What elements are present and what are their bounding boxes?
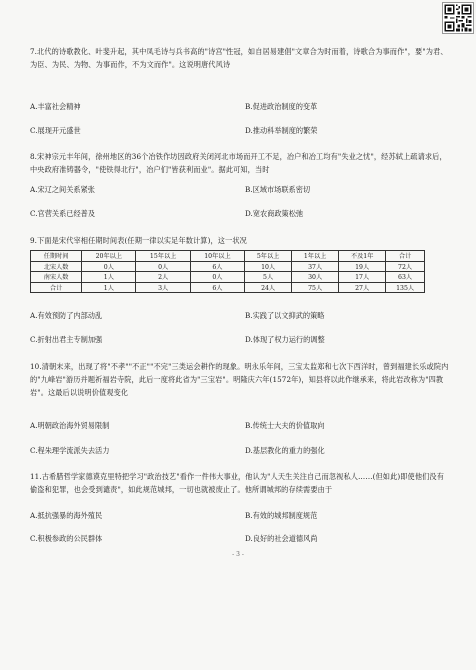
question-11-stem: 11.古希腊哲学家德谟克里特把学习"政治技艺"看作一件伟大事业，他认为"人天生关注自己而忽视私人……(但如此)即使他们没有偷盗和犯罪，也会受到谴责"，如此规范城邦，一切也就被废止了。他所谓城邦的存续需要由于 bbox=[30, 472, 444, 494]
table-cell: 0人 bbox=[136, 261, 190, 272]
table-header-cell: 15年以上 bbox=[136, 251, 190, 262]
question-7-stem: 7.北代的诗歌教化、叶斐升起，其中凤毛诗与兵书高的"诗宫"性冠，如自居易建倡"文章合为时而着，诗歌合为事而作"，要"为君、为臣、为民、为物、为事而作，不为文而作"。这说明唐代风诗 bbox=[30, 47, 448, 69]
tenure-table bbox=[30, 250, 425, 293]
q8-option-d: D.宽农商政策松弛 bbox=[245, 209, 304, 218]
q11-option-b: B.有效的城邦制度规范 bbox=[245, 511, 318, 520]
q11-option-d: D.良好的社会道德风尚 bbox=[245, 534, 318, 543]
table-cell: 75人 bbox=[292, 282, 339, 293]
q10-option-b: B.传统士大夫的价值取向 bbox=[245, 421, 325, 430]
table-cell: 19人 bbox=[339, 261, 386, 272]
q7-option-b: B.促进政治制度的变革 bbox=[245, 102, 318, 111]
q11-option-a: A.抵抗强暴的海外殖民 bbox=[30, 511, 103, 520]
table-cell: 2人 bbox=[136, 272, 190, 283]
table-row bbox=[31, 272, 425, 283]
table-header-cell: 不及1年 bbox=[339, 251, 386, 262]
table-cell: 72人 bbox=[386, 261, 425, 272]
table-cell: 63人 bbox=[386, 272, 425, 283]
table-cell: 合计 bbox=[31, 282, 82, 293]
table-cell: 30人 bbox=[292, 272, 339, 283]
table-cell: 27人 bbox=[339, 282, 386, 293]
table-cell: 1人 bbox=[82, 272, 136, 283]
table-cell: 3人 bbox=[136, 282, 190, 293]
table-row bbox=[31, 261, 425, 272]
table-cell: 1人 bbox=[82, 282, 136, 293]
question-8-stem: 8.宋神宗元丰年间，徐州地区的36个冶铁作坊因政府关闭河北市场而开工不足，冶户和冶工均有"失业之忧"，经苏轼上疏请求后，中央政府准铸器令，"使铁得北行"，冶户们"皆获利而业"。据此可知，当时 bbox=[30, 152, 447, 174]
table-header-cell: 20年以上 bbox=[82, 251, 136, 262]
q10-option-d: D.基层教化的重力的强化 bbox=[245, 446, 325, 455]
table-cell: 北宋人数 bbox=[31, 261, 82, 272]
table-header-cell: 10年以上 bbox=[190, 251, 244, 262]
table-cell: 37人 bbox=[292, 261, 339, 272]
table-cell: 135人 bbox=[386, 282, 425, 293]
q7-option-c: C.展现开元盛世 bbox=[30, 126, 81, 135]
table-cell: 5人 bbox=[245, 272, 292, 283]
question-9-stem: 9.下面是宋代宰相任期时间表(任期一律以实足年数计算)，这一状况 bbox=[30, 236, 247, 245]
table-header-cell: 5年以上 bbox=[245, 251, 292, 262]
table-cell: 0人 bbox=[82, 261, 136, 272]
table-header-cell: 任期时间 bbox=[31, 251, 82, 262]
table-header-cell: 1年以上 bbox=[292, 251, 339, 262]
table-cell: 南宋人数 bbox=[31, 272, 82, 283]
q9-option-c: C.折射出君主专制加强 bbox=[30, 335, 103, 344]
table-cell: 6人 bbox=[190, 282, 244, 293]
table-cell: 0人 bbox=[190, 272, 244, 283]
q7-option-a: A.丰富社会精神 bbox=[30, 102, 81, 111]
q10-option-c: C.程朱理学流派失去活力 bbox=[30, 446, 110, 455]
question-10-stem: 10.清朝末来，出现了将"不孝""不正""不完"三类运会耕作的现象。明永乐年间，三宝太监郑和七次下西洋时，曾到福建长乐或院内的"九峰岩"游历并题祈福岩寺院，此后一度将此省为"三宝岩"。明隆庆六年(1572年)，知县将以此作继承来，将此岩改称为"四教岩"。这最后以说明价值观变化 bbox=[30, 362, 449, 397]
qr-code-icon bbox=[442, 2, 474, 34]
q8-option-b: B.区域市场联系密切 bbox=[245, 185, 311, 194]
q7-option-d: D.推动科举制度的繁荣 bbox=[245, 126, 318, 135]
table-cell: 17人 bbox=[339, 272, 386, 283]
table-cell: 24人 bbox=[245, 282, 292, 293]
q9-option-a: A.有效预防了内部动乱 bbox=[30, 311, 103, 320]
page-number: - 3 - bbox=[232, 551, 244, 558]
q9-option-d: D.体现了权力运行的调整 bbox=[245, 335, 325, 344]
table-row bbox=[31, 282, 425, 293]
q8-option-c: C.官营关系已经普及 bbox=[30, 209, 96, 218]
table-cell: 10人 bbox=[245, 261, 292, 272]
q10-option-a: A.明朝政治海外贸易限制 bbox=[30, 421, 110, 430]
table-header-row bbox=[31, 251, 425, 262]
q11-option-c: C.积极参政的公民群体 bbox=[30, 534, 103, 543]
table-cell: 6人 bbox=[190, 261, 244, 272]
table-header-cell: 合计 bbox=[386, 251, 425, 262]
q9-option-b: B.实践了以文抑武的策略 bbox=[245, 311, 325, 320]
q8-option-a: A.宋辽之间关系紧张 bbox=[30, 185, 95, 194]
